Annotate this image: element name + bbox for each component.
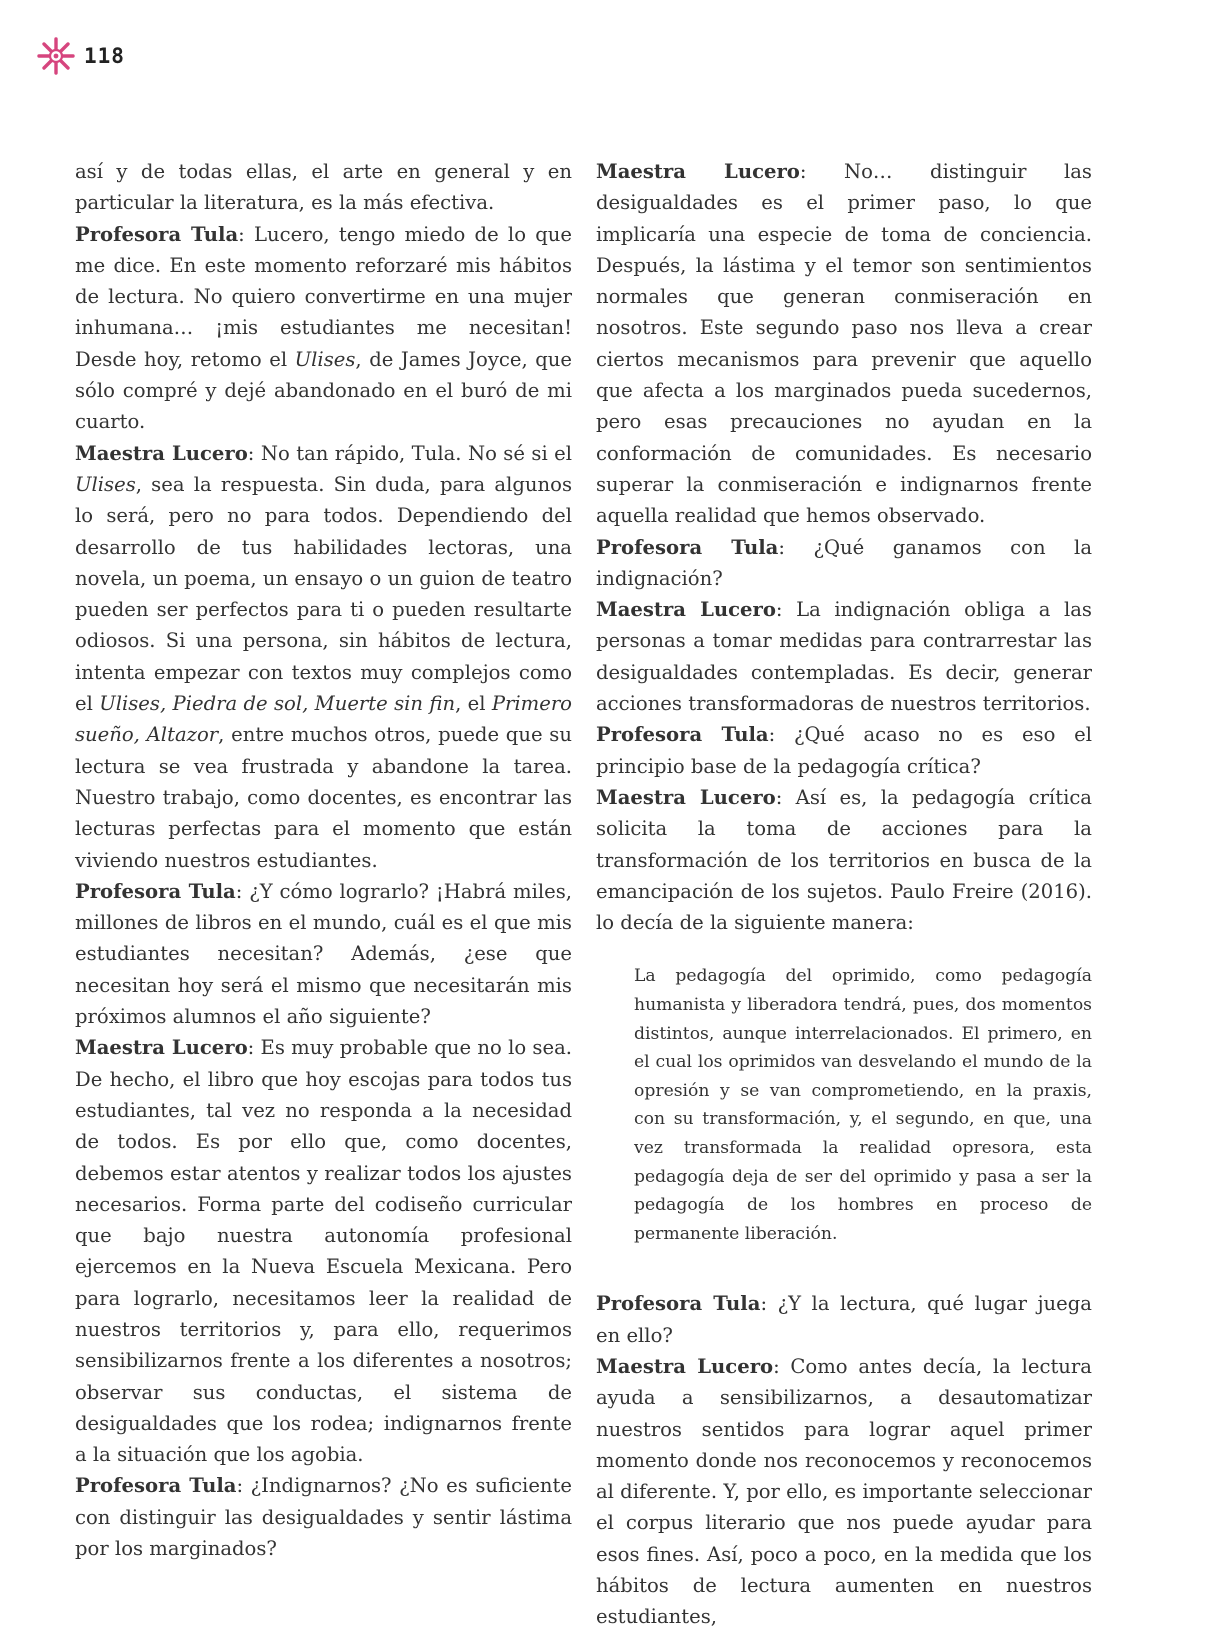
speaker-name: Maestra Lucero bbox=[596, 785, 776, 809]
speaker-name: Profesora Tula bbox=[596, 535, 779, 559]
flower-ornament-icon bbox=[36, 36, 76, 76]
dialogue-text: : Así es, la pedagogía crítica solicita la toma de acciones para la transformación de los territorios en busca de la emancipación de los sujetos. Paulo Freire (2016). lo decía de la siguiente manera: bbox=[596, 785, 1092, 935]
dialogue-paragraph bbox=[75, 1032, 572, 1470]
speaker-name: Profesora Tula bbox=[75, 1474, 237, 1498]
paragraph bbox=[75, 156, 572, 219]
dialogue-text: : ¿Qué ganamos con la indignación? bbox=[596, 535, 1092, 590]
dialogue-paragraph bbox=[75, 876, 572, 1032]
paragraph-text: así y de todas ellas, el arte en general y en particular la literatura, es la más efectiva. bbox=[75, 160, 572, 215]
speaker-name: Maestra Lucero bbox=[75, 1036, 248, 1060]
dialogue-text: , sea la respuesta. Sin duda, para algunos lo será, pero no para todos. Dependiendo del desarrollo de tus habilidades lectoras, una novela, un poema, un ensayo o un guion de teatro pueden ser perfectos para ti o pueden resultarte odiosos. Si una persona, sin hábitos de lectura, intenta empezar con textos muy complejos como el bbox=[75, 472, 572, 716]
speaker-name: Maestra Lucero bbox=[596, 1354, 774, 1378]
book-title: Ulises, Piedra de sol, Muerte sin fin bbox=[99, 692, 456, 716]
book-title: Ulises bbox=[294, 347, 356, 371]
dialogue-text: , de James Joyce, que sólo compré y dejé abandonado en el buró de mi cuarto. bbox=[75, 347, 572, 434]
dialogue-text: : Lucero, tengo miedo de lo que me dice. En este momento reforzaré mis hábitos de lectura. No quiero convertirme en una mujer inhumana… ¡mis estudiantes me necesitan! Desde hoy, retomo el bbox=[75, 222, 572, 371]
dialogue-paragraph bbox=[596, 594, 1092, 719]
speaker-name: Profesora Tula bbox=[596, 723, 769, 747]
dialogue-text: : Es muy probable que no lo sea. De hecho, el libro que hoy escojas para todos tus estudiantes, tal vez no responda a la necesidad de todos. Es por ello que, como docentes, debemos estar atentos y realizar todos los ajustes necesarios. Forma parte del codiseño curricular que bajo nuestra autonomía profesional ejercemos en la Nueva Escuela Mexicana. Pero para lograrlo, necesitamos leer la realidad de nuestros territorios y, para ello, requerimos sensibilizarnos frente a los diferentes a nosotros; observar sus conductas, el sistema de desigualdades que los rodea; indignarnos frente a la situación que los agobia. bbox=[75, 1036, 572, 1467]
dialogue-text: : La indignación obliga a las personas a tomar medidas para contrarrestar las desigualdades contempladas. Es decir, generar acciones transformadoras de nuestros territorios. bbox=[596, 598, 1092, 716]
dialogue-paragraph bbox=[75, 1470, 572, 1564]
dialogue-paragraph bbox=[75, 438, 572, 876]
book-title: Primero sueño, Altazor bbox=[75, 692, 572, 747]
page-number: 118 bbox=[84, 44, 125, 68]
dialogue-text: : No tan rápido, Tula. No sé si el bbox=[247, 441, 573, 465]
speaker-name: Maestra Lucero bbox=[75, 441, 248, 465]
speaker-name: Profesora Tula bbox=[75, 222, 239, 246]
speaker-name: Maestra Lucero bbox=[596, 160, 800, 183]
dialogue-text: : ¿Qué acaso no es eso el principio base de la pedagogía crítica? bbox=[596, 723, 1092, 778]
right-column bbox=[596, 156, 1092, 1633]
dialogue-text: : ¿Indignarnos? ¿No es suficiente con distinguir las desigualdades y sentir lástima por los marginados? bbox=[75, 1474, 572, 1561]
dialogue-text: : Como antes decía, la lectura ayuda a sensibilizarnos, a desautomatizar nuestros sentidos para lograr aquel primer momento donde nos reconocemos y reconocemos al diferente. Y, por ello, es importante seleccionar el corpus literario que nos puede ayudar para esos fines. Así, poco a poco, en la medida que los hábitos de lectura aumenten en nuestros estudiantes, bbox=[596, 1354, 1093, 1629]
page-header bbox=[36, 36, 125, 76]
speaker-name: Maestra Lucero bbox=[596, 598, 776, 622]
dialogue-text: , entre muchos otros, puede que su lectura se vea frustrada y abandone la tarea. Nuestro trabajo, como docentes, es encontrar las lecturas perfectas para el momento que están viviendo nuestros estudiantes. bbox=[75, 723, 572, 872]
dialogue-paragraph bbox=[596, 1351, 1092, 1633]
dialogue-text: : No… distinguir las desigualdades es el primer paso, lo que implicaría una especie de toma de conciencia. Después, la lástima y el temor son sentimientos normales que generan conmiseración en nosotros. Este segundo paso nos lleva a crear ciertos mecanismos para prevenir que aquello que afecta a los marginados pueda sucedernos, pero esas precauciones no ayudan en la conformación de comunidades. Es necesario superar la conmiseración e indignarnos frente aquella realidad que hemos observado. bbox=[596, 160, 1092, 528]
dialogue-text: : ¿Y cómo lograrlo? ¡Habrá miles, millones de libros en el mundo, cuál es el que mis estudiantes necesitan? Además, ¿ese que necesitan hoy será el mismo que necesitarán mis próximos alumnos el año siguiente? bbox=[75, 879, 572, 1029]
dialogue-paragraph bbox=[596, 532, 1092, 595]
speaker-name: Profesora Tula bbox=[596, 1292, 761, 1316]
dialogue-paragraph bbox=[596, 782, 1092, 938]
dialogue-paragraph bbox=[596, 719, 1092, 782]
dialogue-text: , el bbox=[455, 692, 492, 716]
dialogue-paragraph bbox=[75, 219, 572, 438]
left-column bbox=[75, 156, 572, 1564]
dialogue-paragraph bbox=[596, 156, 1092, 532]
book-title: Ulises bbox=[75, 472, 136, 496]
dialogue-paragraph bbox=[596, 1288, 1092, 1351]
block-quote: La pedagogía del oprimido, como pedagogía humanista y liberadora tendrá, pues, dos momentos distintos, aunque interrelacionados. El primero, en el cual los oprimidos van desvelando el mundo de la opresión y se van comprometiendo, en la praxis, con su transformación, y, el segundo, en que, una vez transformada la realidad opresora, esta pedagogía deja de ser del oprimido y pasa a ser la pedagogía de los hombres en proceso de permanente liberación. bbox=[634, 966, 1092, 1244]
dialogue-text: : ¿Y la lectura, qué lugar juega en ello? bbox=[596, 1292, 1092, 1347]
speaker-name: Profesora Tula bbox=[75, 879, 236, 903]
